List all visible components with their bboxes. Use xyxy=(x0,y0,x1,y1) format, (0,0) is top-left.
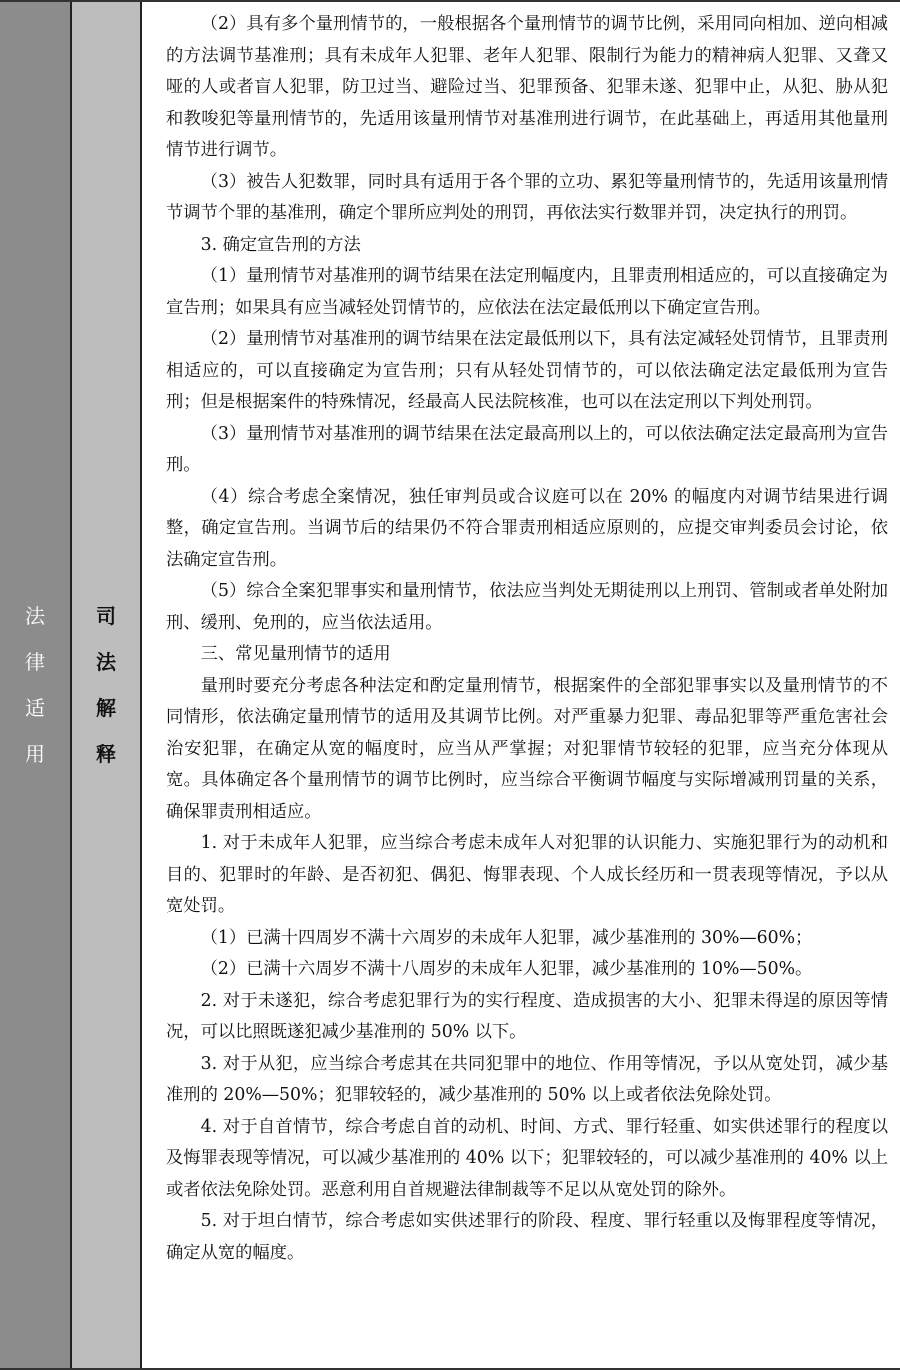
category-char: 适 xyxy=(25,696,45,720)
paragraph: （1）已满十四周岁不满十六周岁的未成年人犯罪，减少基准刑的 30%—60%； xyxy=(200,927,813,948)
paragraph: （1）量刑情节对基准刑的调节结果在法定刑幅度内，且罪责刑相适应的，可以直接确定为宣告刑；如果具有应当减轻处罚情节的，应依法在法定最低刑以下确定宣告刑。 xyxy=(166,266,888,318)
paragraph: （2）具有多个量刑情节的，一般根据各个量刑情节的调节比例，采用同向相加、逆向相减的方法调节基准刑；具有未成年人犯罪、老年人犯罪、限制行为能力的精神病人犯罪、又聋又哑的人或者盲人犯罪，防卫过当、避险过当、犯罪预备、犯罪未遂、犯罪中止，从犯、胁从犯和教唆犯等量刑情节的，先适用该量刑情节对基准刑进行调节，在此基础上，再适用其他量刑情节进行调节。 xyxy=(166,14,888,160)
category-label xyxy=(25,604,45,766)
paragraph: （3）量刑情节对基准刑的调节结果在法定最高刑以上的，可以依法确定法定最高刑为宣告刑。 xyxy=(166,423,888,475)
paragraph: 2. 对于未遂犯，综合考虑犯罪行为的实行程度、造成损害的大小、犯罪未得逞的原因等情况，可以比照既遂犯减少基准刑的 50% 以下。 xyxy=(166,990,888,1042)
subcategory-char: 释 xyxy=(96,742,116,766)
subcategory-char: 法 xyxy=(96,650,116,674)
paragraph: （4）综合考虑全案情况，独任审判员或合议庭可以在 20% 的幅度内对调节结果进行调整，确定宣告刑。当调节后的结果仍不符合罪责刑相适应原则的，应提交审判委员会讨论，依法确定宣告刑。 xyxy=(166,486,888,570)
content-cell xyxy=(142,2,900,1368)
paragraph: 4. 对于自首情节，综合考虑自首的动机、时间、方式、罪行轻重、如实供述罪行的程度以及悔罪表现等情况，可以减少基准刑的 40% 以下；犯罪较轻的，可以减少基准刑的 40% 以上或者依法免除处罚。恶意利用自首规避法律制裁等不足以从宽处罚的除外。 xyxy=(166,1116,888,1200)
subcategory-char: 司 xyxy=(96,604,116,628)
section-heading: 三、常见量刑情节的适用 xyxy=(200,644,391,664)
subcategory-char: 解 xyxy=(96,696,116,720)
paragraph: 5. 对于坦白情节，综合考虑如实供述罪行的阶段、程度、罪行轻重以及悔罪程度等情况，确定从宽的幅度。 xyxy=(166,1211,888,1263)
category-char: 用 xyxy=(25,742,45,766)
subcategory-column xyxy=(72,2,142,1368)
paragraph: （2）量刑情节对基准刑的调节结果在法定最低刑以下，具有法定减轻处罚情节，且罪责刑相适应的，可以直接确定为宣告刑；只有从轻处罚情节的，可以依法确定法定最低刑为宣告刑；但是根据案件的特殊情况，经最高人民法院核准，也可以在法定刑以下判处刑罚。 xyxy=(166,329,888,412)
subcategory-label xyxy=(96,604,116,766)
paragraph: （3）被告人犯数罪，同时具有适用于各个罪的立功、累犯等量刑情节的，先适用该量刑情节调节个罪的基准刑，确定个罪所应判处的刑罚，再依法实行数罪并罚，决定执行的刑罚。 xyxy=(166,171,888,223)
paragraph: （5）综合全案犯罪事实和量刑情节，依法应当判处无期徒刑以上刑罚、管制或者单处附加刑、缓刑、免刑的，应当依法适用。 xyxy=(166,581,888,633)
paragraph: （2）已满十六周岁不满十八周岁的未成年人犯罪，减少基准刑的 10%—50%。 xyxy=(200,959,813,979)
paragraph: 量刑时要充分考虑各种法定和酌定量刑情节，根据案件的全部犯罪事实以及量刑情节的不同情形，依法确定量刑情节的适用及其调节比例。对严重暴力犯罪、毒品犯罪等严重危害社会治安犯罪，在确定从宽的幅度时，应当从严掌握；对犯罪情节较轻的犯罪，应当充分体现从宽。具体确定各个量刑情节的调节比例时，应当综合平衡调节幅度与实际增减刑罚量的关系，确保罪责刑相适应。 xyxy=(166,675,888,822)
section-heading: 3. 确定宣告刑的方法 xyxy=(200,234,361,255)
category-column xyxy=(0,2,72,1368)
category-char: 法 xyxy=(25,604,45,628)
category-char: 律 xyxy=(25,650,45,674)
paragraph: 1. 对于未成年人犯罪，应当综合考虑未成年人对犯罪的认识能力、实施犯罪行为的动机和目的、犯罪时的年龄、是否初犯、偶犯、悔罪表现、个人成长经历和一贯表现等情况，予以从宽处罚。 xyxy=(166,833,888,916)
paragraph: 3. 对于从犯，应当综合考虑其在共同犯罪中的地位、作用等情况，予以从宽处罚，减少基准刑的 20%—50%；犯罪较轻的，减少基准刑的 50% 以上或者依法免除处罚。 xyxy=(166,1053,888,1105)
